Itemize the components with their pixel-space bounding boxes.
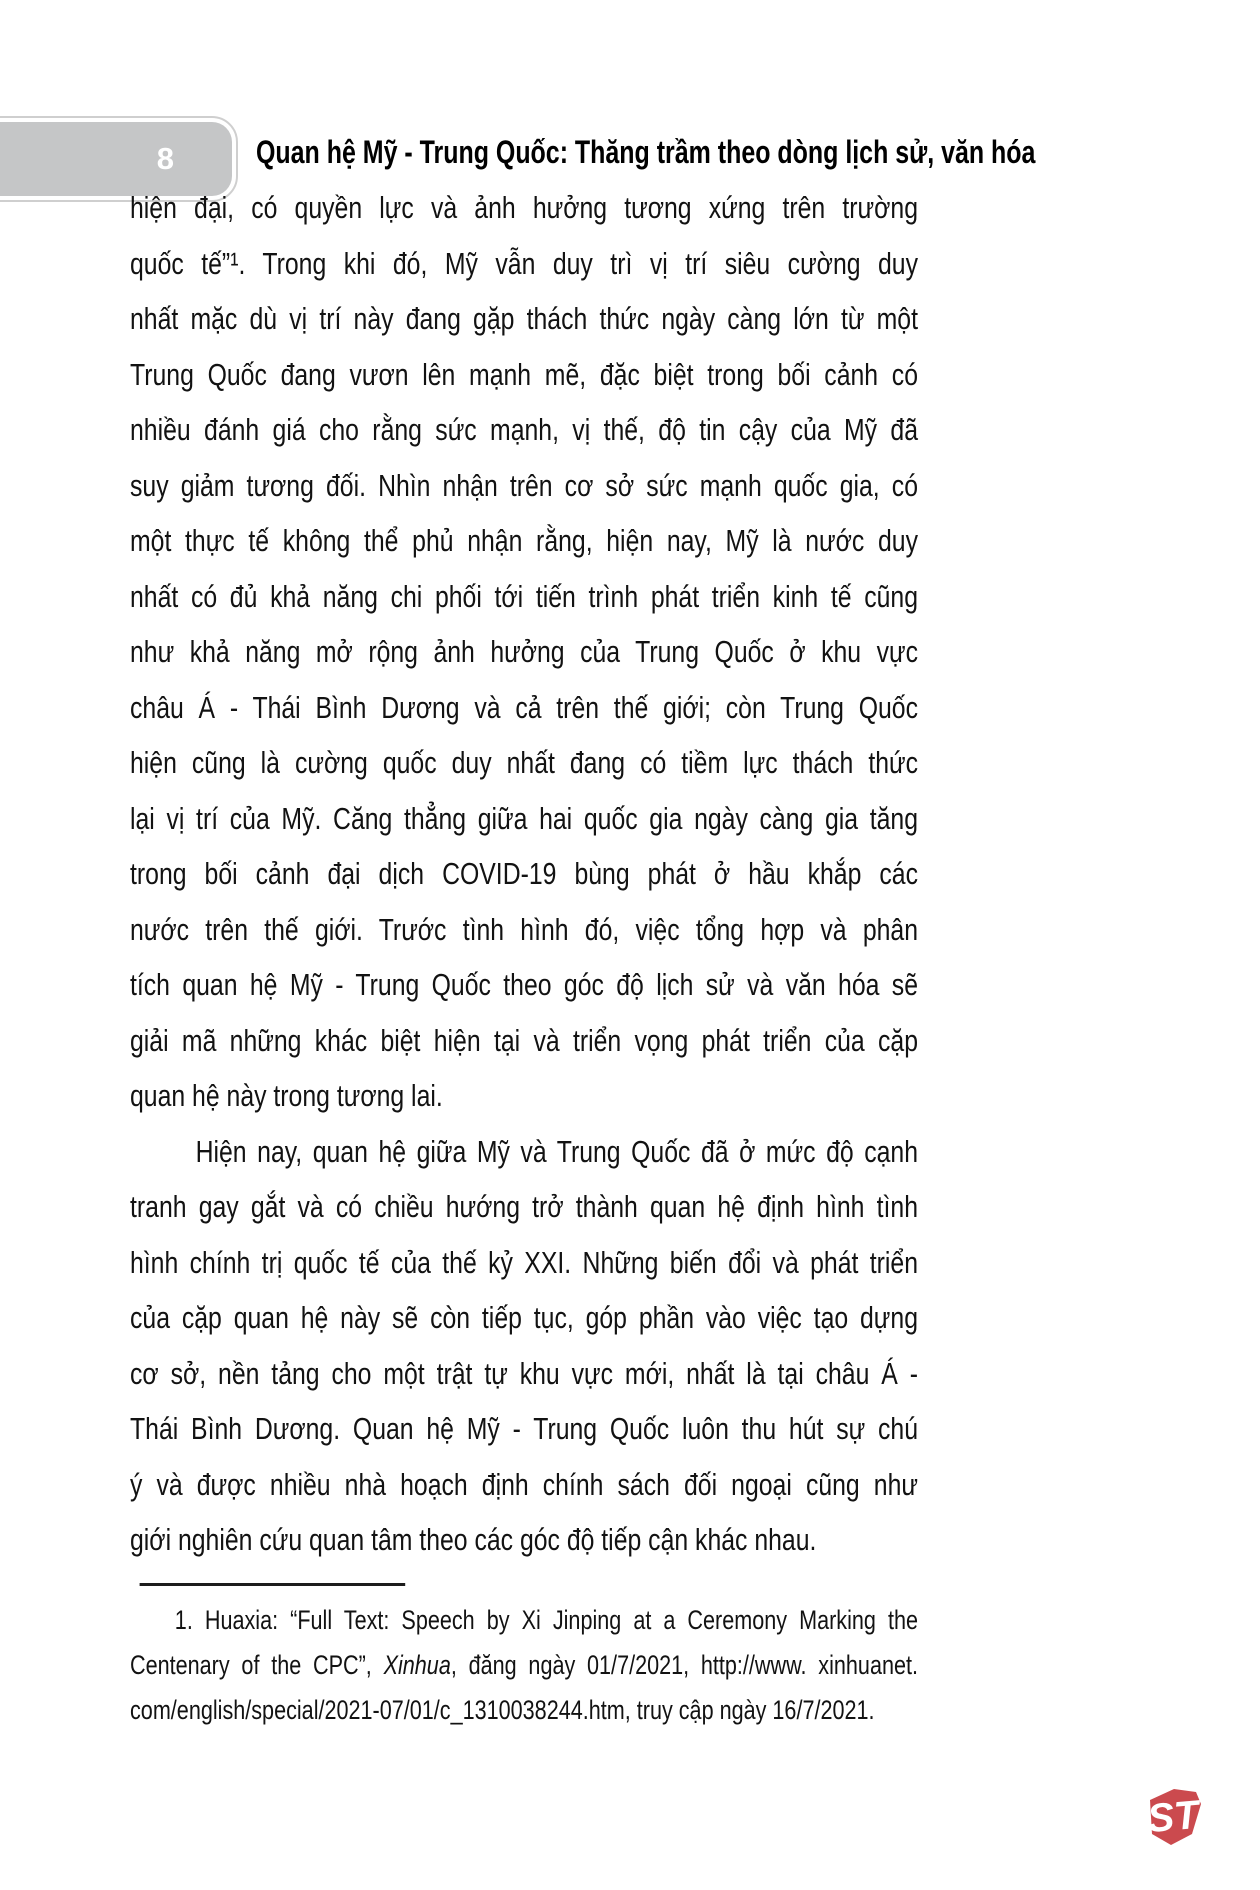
body-line: một thực tế không thể phủ nhận rằng, hiện nay, Mỹ là nước duy [130, 523, 918, 558]
svg-text:ST: ST [1145, 1792, 1201, 1842]
body-line: nhất có đủ khả năng chi phối tới tiến trình phát triển kinh tế cũng [130, 578, 918, 614]
publisher-logo-svg [1140, 1784, 1206, 1850]
footnote-line [130, 1643, 918, 1688]
publisher-logo-icon [1140, 1784, 1206, 1850]
footnote-line: 1. Huaxia: “Full Text: Speech by Xi Jinping at a Ceremony Marking the [174, 1604, 919, 1635]
body-line: lại vị trí của Mỹ. Căng thẳng giữa hai quốc gia ngày càng gia tăng [130, 800, 918, 836]
footnote-text: , đăng ngày 01/7/2021, http://www. xinhuanet. [450, 1649, 918, 1680]
body-line: suy giảm tương đối. Nhìn nhận trên cơ sở sức mạnh quốc gia, có [130, 467, 918, 503]
body-line: hiện cũng là cường quốc duy nhất đang có tiềm lực thách thức [130, 745, 918, 780]
page-number: 8 [0, 122, 232, 196]
body-line: hiện đại, có quyền lực và ảnh hưởng tương xứng trên trường [130, 190, 918, 225]
body-text [130, 180, 918, 1568]
body-line: ý và được nhiều nhà hoạch định chính sách đối ngoại cũng như [130, 1466, 918, 1502]
body-line: Hiện nay, quan hệ giữa Mỹ và Trung Quốc đã ở mức độ cạnh [195, 1133, 919, 1169]
text-column [130, 180, 918, 1733]
body-line: nước trên thế giới. Trước tình hình đó, việc tổng hợp và phân [130, 911, 918, 947]
footnote-separator [140, 1583, 406, 1586]
body-line: quốc tế”¹. Trong khi đó, Mỹ vẫn duy trì vị trí siêu cường duy [130, 245, 918, 281]
running-header-title: Quan hệ Mỹ - Trung Quốc: Thăng trầm theo dòng lịch sử, văn hóa [256, 134, 1036, 170]
body-line: tích quan hệ Mỹ - Trung Quốc theo góc độ lịch sử và văn hóa sẽ [130, 967, 918, 1002]
body-line: châu Á - Thái Bình Dương và cả trên thế giới; còn Trung Quốc [130, 689, 918, 725]
footnote [130, 1598, 918, 1733]
footnote-line: com/english/special/2021-07/01/c_1310038244.htm, truy cập ngày 16/7/2021. [130, 1694, 875, 1725]
body-line: cơ sở, nền tảng cho một trật tự khu vực mới, nhất là tại châu Á - [130, 1355, 918, 1391]
body-line: Trung Quốc đang vươn lên mạnh mẽ, đặc biệt trong bối cảnh có [130, 356, 918, 392]
body-line: giới nghiên cứu quan tâm theo các góc độ tiếp cận khác nhau. [130, 1522, 817, 1557]
body-line: Thái Bình Dương. Quan hệ Mỹ - Trung Quốc luôn thu hút sự chú [130, 1411, 918, 1446]
body-line: nhất mặc dù vị trí này đang gặp thách thức ngày càng lớn từ một [130, 301, 918, 336]
body-line: tranh gay gắt và có chiều hướng trở thành quan hệ định hình tình [130, 1189, 918, 1224]
footnote-source-title: Xinhua [383, 1649, 451, 1680]
body-line: của cặp quan hệ này sẽ còn tiếp tục, góp phần vào việc tạo dựng [130, 1300, 918, 1335]
body-line: hình chính trị quốc tế của thế kỷ XXI. Những biến đổi và phát triển [130, 1244, 918, 1280]
footnote-text: Centenary of the CPC”, [130, 1649, 384, 1680]
body-line: quan hệ này trong tương lai. [130, 1078, 443, 1113]
body-line: nhiều đánh giá cho rằng sức mạnh, vị thế, độ tin cậy của Mỹ đã [130, 412, 918, 447]
body-line: giải mã những khác biệt hiện tại và triển vọng phát triển của cặp [130, 1022, 918, 1058]
body-line: như khả năng mở rộng ảnh hưởng của Trung Quốc ở khu vực [130, 634, 918, 669]
body-line: trong bối cảnh đại dịch COVID-19 bùng phát ở hầu khắp các [130, 856, 918, 891]
